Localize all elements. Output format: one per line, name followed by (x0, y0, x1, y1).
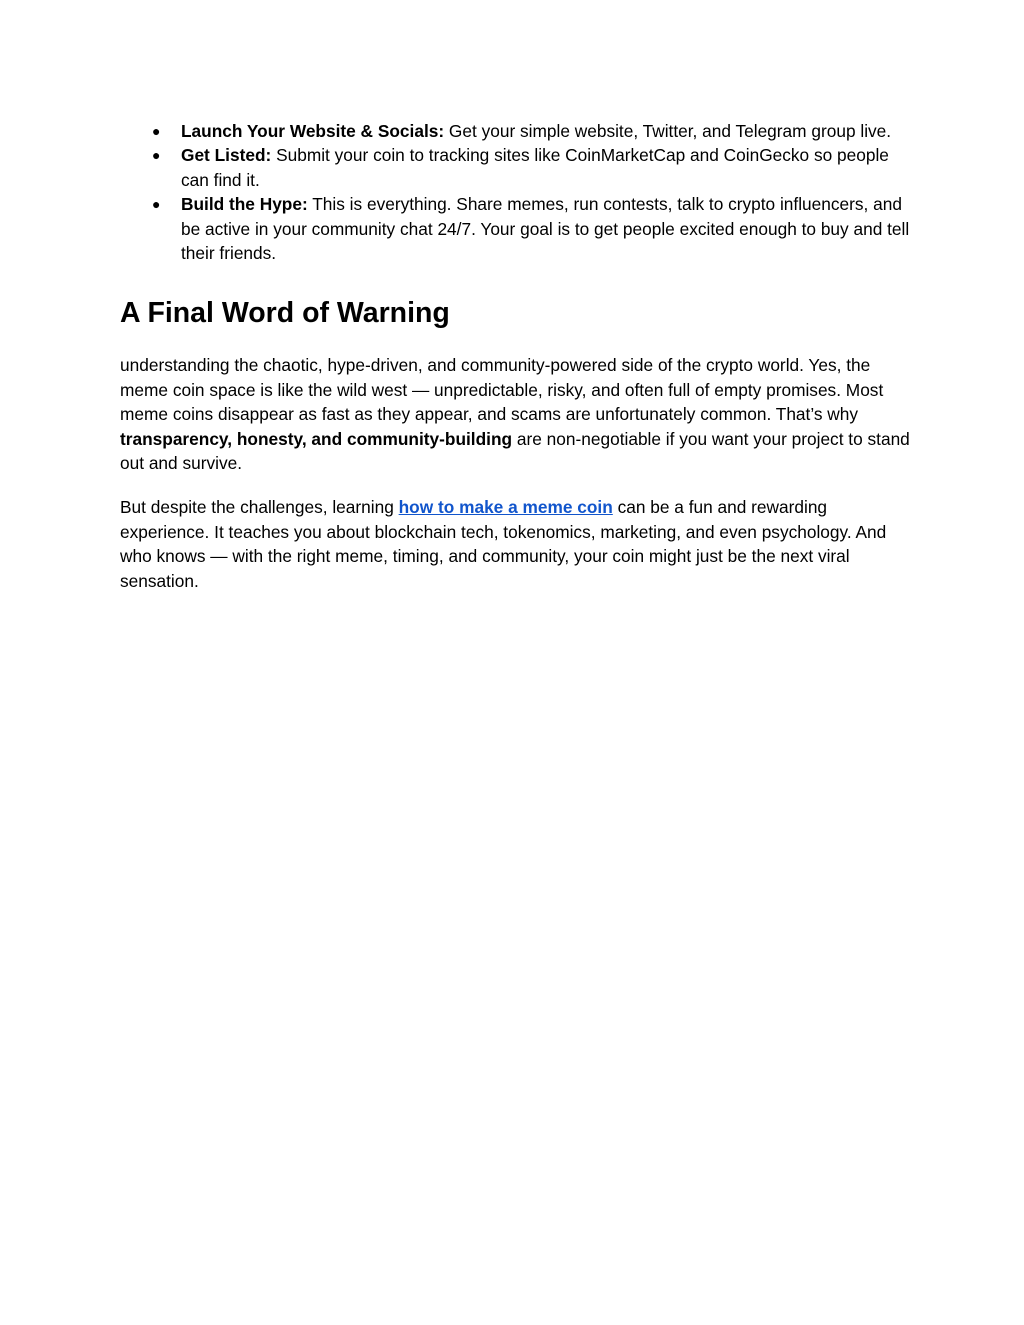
warning-paragraph (120, 353, 910, 475)
bullet-list (120, 119, 910, 265)
meme-coin-link[interactable]: how to make a meme coin (398, 497, 613, 518)
paragraph-text: can be a fun and rewarding experience. It teaches you about blockchain tech, tokenomics, marketing, and even psychology. And who knows — with the right meme, timing, and community, your coin might just be the next viral sensation. (120, 497, 887, 591)
document-content (120, 119, 910, 593)
list-item-label: Launch Your Website & Socials: (181, 121, 445, 141)
closing-paragraph (120, 495, 910, 593)
bullet-icon: ● (152, 196, 161, 213)
list-item-text: Get your simple website, Twitter, and Telegram group live. (444, 121, 892, 141)
list-item-label: Get Listed: (181, 145, 272, 166)
paragraph-text: But despite the challenges, learning (120, 497, 399, 518)
list-item-label: Build the Hype: (181, 194, 308, 215)
bullet-icon: ● (152, 147, 161, 164)
list-item-text: Submit your coin to tracking sites like CoinMarketCap and CoinGecko so people can find it. (181, 145, 889, 190)
list-item-text: This is everything. Share memes, run contests, talk to crypto influencers, and be active in your community chat 24/7. Your goal is to get people excited enough to buy and tell their friends. (181, 194, 910, 264)
list-item (120, 119, 910, 143)
section-heading: A Final Word of Warning (120, 297, 450, 330)
paragraph-text: understanding the chaotic, hype-driven, and community-powered side of the crypto world. Yes, the meme coin space is like the wild west — unpredictable, risky, and often full of empty promises. Most meme coins disappear as fast as they appear, and scams are unfortunately common. That’s why (120, 355, 884, 425)
list-item (120, 192, 910, 265)
list-item (120, 143, 910, 192)
bullet-icon: ● (152, 123, 161, 139)
paragraph-text: are non-negotiable if you want your project to stand out and survive. (120, 428, 910, 474)
paragraph-bold-text: transparency, honesty, and community-building (120, 428, 513, 449)
